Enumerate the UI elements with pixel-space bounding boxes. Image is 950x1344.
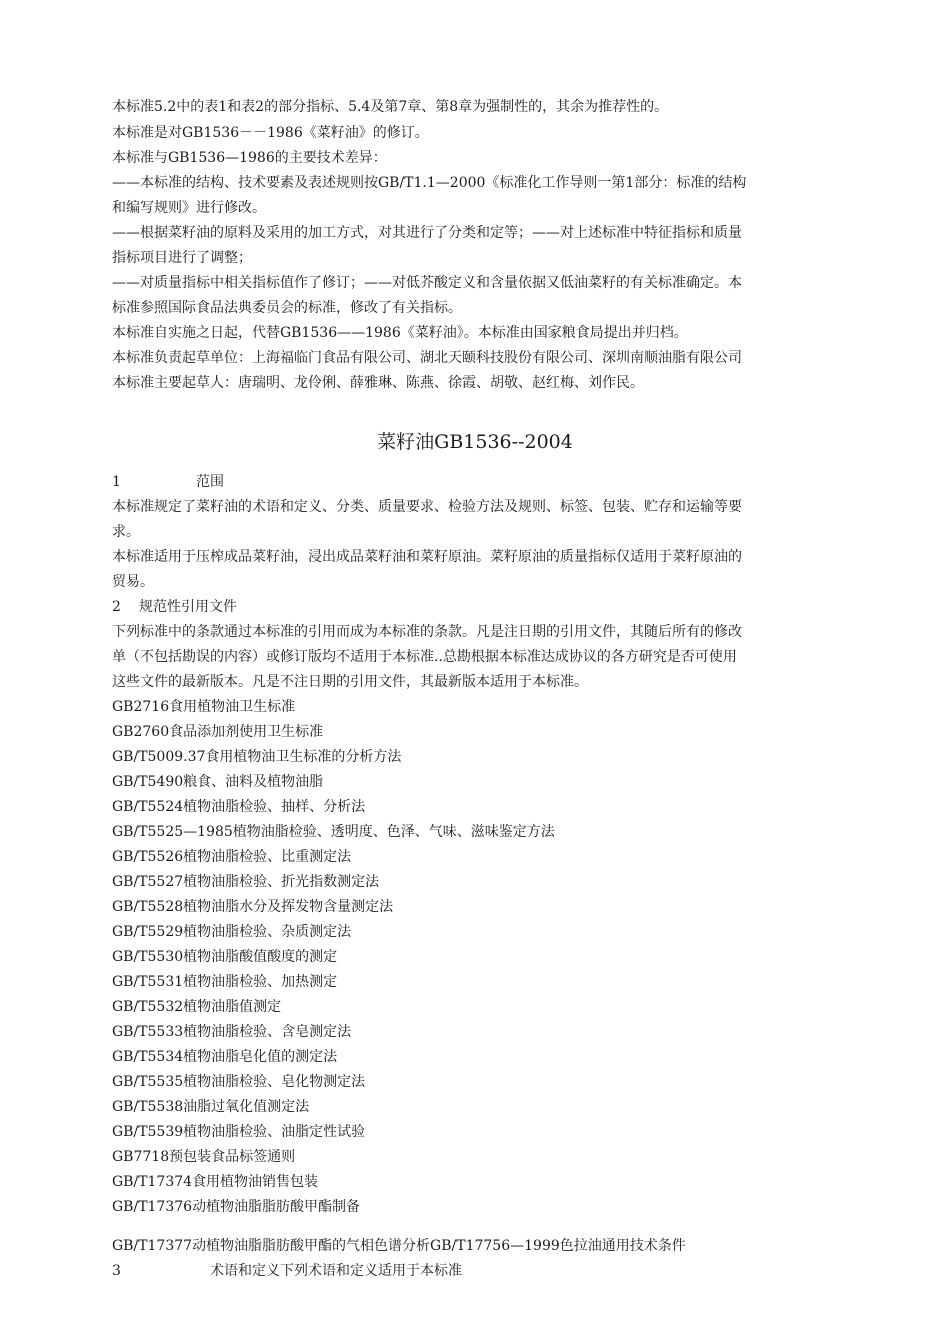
section2-line: 下列标准中的条款通过本标准的引用而成为本标准的条款。凡是注日期的引用文件，其随后所有的修改: [112, 624, 742, 640]
foreword-line: 标准参照国际食品法典委员会的标准，修改了有关指标。: [112, 300, 462, 316]
reference-item: GB/T5527植物油脂检验、折光指数测定法: [112, 874, 380, 890]
reference-item: GB/T5532植物油脂值测定: [112, 999, 282, 1015]
foreword-line: ——本标准的结构、技术要素及表述规则按GB/T1.1—2000《标准化工作导则一第1部分：标准的结构: [112, 175, 747, 191]
reference-item: GB2760食品添加剂使用卫生标准: [112, 724, 324, 740]
reference-item: GB/T5538油脂过氧化值测定法: [112, 1099, 310, 1115]
reference-item: GB/T5533植物油脂检验、含皂测定法: [112, 1024, 352, 1040]
foreword-line: 本标准是对GB1536－－1986《菜籽油》的修订。: [112, 125, 429, 141]
foreword-line: ——根据菜籽油的原料及采用的加工方式，对其进行了分类和定等；——对上述标准中特征指标和质量: [112, 225, 742, 241]
reference-item: GB7718预包装食品标签通则: [112, 1149, 296, 1165]
reference-item: GB2716食用植物油卫生标准: [112, 699, 296, 715]
reference-item: GB/T17376动植物油脂脂肪酸甲酯制备: [112, 1199, 361, 1215]
section-title: 术语和定义下列术语和定义适用于本标准: [210, 1263, 462, 1279]
section-number: 1: [112, 474, 121, 490]
reference-item: GB/T5528植物油脂水分及挥发物含量测定法: [112, 899, 394, 915]
foreword-line: 本标准5.2中的表1和表2的部分指标、5.4及第7章、第8章为强制性的，其余为推荐性的。: [112, 99, 669, 115]
section-number: 2: [112, 599, 121, 615]
reference-item: GB/T5535植物油脂检验、皂化物测定法: [112, 1074, 366, 1090]
section-title: 范围: [196, 474, 224, 490]
foreword-line: ——对质量指标中相关指标值作了修订；——对低芥酸定义和含量依据又低油菜籽的有关标准确定。本: [112, 275, 742, 291]
reference-item: GB/T17377动植物油脂脂肪酸甲酯的气相色谱分析GB/T17756—1999色拉油通用技术条件: [112, 1238, 686, 1254]
document-title: 菜籽油GB1536--2004: [377, 431, 573, 453]
foreword-line: 本标准主要起草人：唐瑞明、龙伶俐、薛雅琳、陈燕、徐霞、胡敬、赵红梅、刘作民。: [112, 375, 644, 391]
reference-item: GB/T5539植物油脂检验、油脂定性试验: [112, 1124, 366, 1140]
reference-item: GB/T5530植物油脂酸值酸度的测定: [112, 949, 338, 965]
reference-item: GB/T5529植物油脂检验、杂质测定法: [112, 924, 352, 940]
reference-item: GB/T5524植物油脂检验、抽样、分析法: [112, 799, 366, 815]
foreword-line: 本标准自实施之日起，代替GB1536——1986《菜籽油》。本标准由国家粮食局提出并归档。: [112, 325, 688, 341]
section1-line: 本标准规定了菜籽油的术语和定义、分类、质量要求、检验方法及规则、标签、包装、贮存和运输等要: [112, 499, 742, 515]
reference-item: GB/T17374食用植物油销售包装: [112, 1174, 319, 1190]
foreword-line: 和编写规则》进行修改。: [112, 200, 266, 216]
foreword-line: 指标项目进行了调整；: [112, 250, 252, 266]
section2-line: 这些文件的最新版本。凡是不注日期的引用文件，其最新版本适用于本标准。: [112, 674, 588, 690]
reference-item: GB/T5526植物油脂检验、比重测定法: [112, 849, 352, 865]
section2-line: 单（不包括勘误的内容）或修订版均不适用于本标准..总勘根据本标准达成协议的各方研究是否可使用: [112, 649, 737, 665]
section-title: 规范性引用文件: [139, 599, 237, 615]
foreword-line: 本标准负责起草单位：上海福临门食品有限公司、湖北天颐科技股份有限公司、深圳南顺油脂有限公司: [112, 350, 742, 366]
section1-line: 贸易。: [112, 574, 154, 590]
section1-line: 本标准适用于压榨成品菜籽油，浸出成品菜籽油和菜籽原油。菜籽原油的质量指标仅适用于菜籽原油的: [112, 549, 742, 565]
reference-item: GB/T5525—1985植物油脂检验、透明度、色泽、气味、滋味鉴定方法: [112, 824, 555, 840]
reference-item: GB/T5009.37食用植物油卫生标准的分析方法: [112, 749, 402, 765]
foreword-line: 本标准与GB1536—1986的主要技术差异：: [112, 150, 387, 166]
reference-item: GB/T5490粮食、油料及植物油脂: [112, 774, 324, 790]
section1-line: 求。: [112, 524, 140, 540]
reference-item: GB/T5534植物油脂皂化值的测定法: [112, 1049, 338, 1065]
section-number: 3: [112, 1263, 121, 1279]
reference-item: GB/T5531植物油脂检验、加热测定: [112, 974, 338, 990]
